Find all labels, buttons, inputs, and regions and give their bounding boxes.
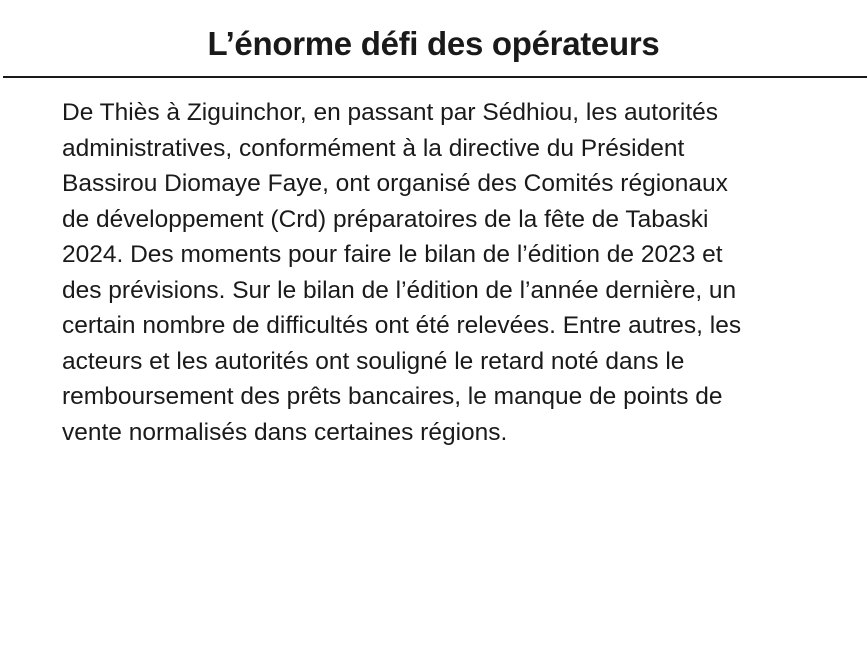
body-line: administratives, conformément à la directive du Président bbox=[62, 134, 685, 162]
body-line: acteurs et les autorités ont souligné le retard noté dans le bbox=[62, 347, 685, 375]
body-line: certain nombre de difficultés ont été relevées. Entre autres, les bbox=[62, 312, 742, 339]
body-line: vente normalisés dans certaines régions. bbox=[62, 418, 508, 446]
body-line: des prévisions. Sur le bilan de l’édition de l’année dernière, un bbox=[62, 276, 737, 304]
body-line: 2024. Des moments pour faire le bilan de l’édition de 2023 et bbox=[62, 241, 723, 268]
body-line: De Thiès à Ziguinchor, en passant par Sédhiou, les autorités bbox=[62, 99, 718, 126]
title-divider bbox=[3, 76, 867, 78]
article-body bbox=[62, 95, 822, 450]
article-title: L’énorme défi des opérateurs bbox=[207, 25, 660, 63]
body-line: Bassirou Diomaye Faye, ont organisé des Comités régionaux bbox=[62, 170, 728, 197]
body-line: remboursement des prêts bancaires, le manque de points de bbox=[62, 383, 723, 410]
body-line: de développement (Crd) préparatoires de la fête de Tabaski bbox=[62, 205, 709, 233]
